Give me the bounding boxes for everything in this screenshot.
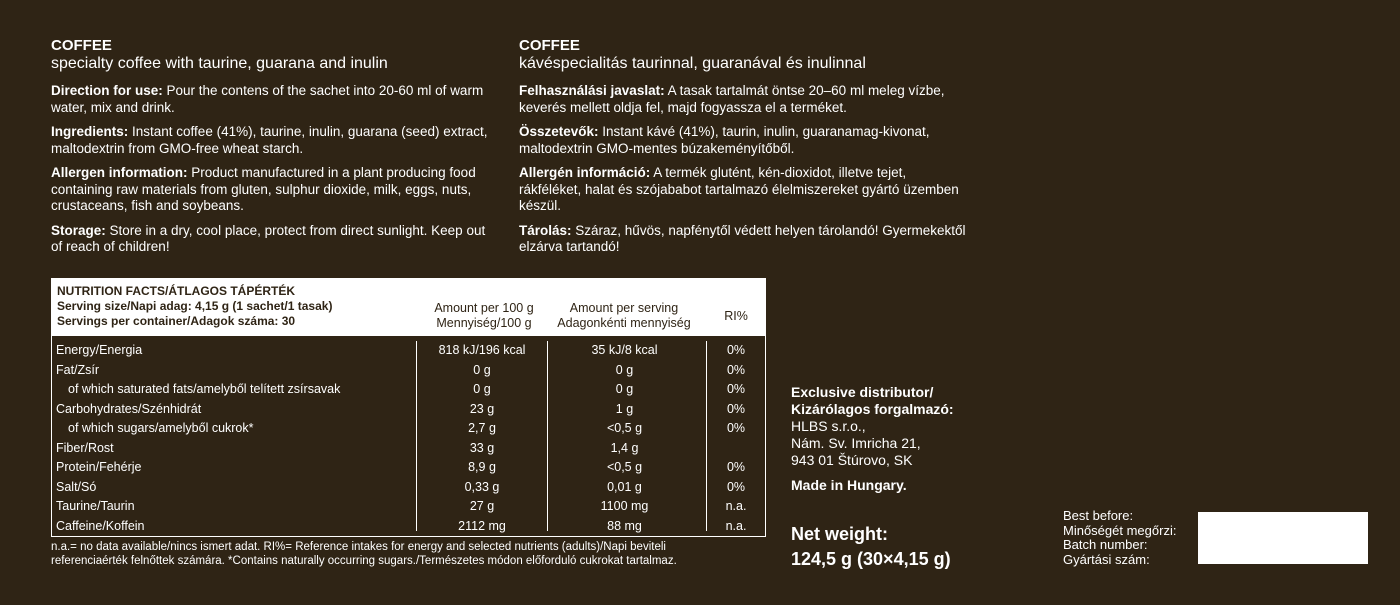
product-title-en: COFFEE <box>51 37 112 54</box>
row-per-serving: 0 g <box>615 362 634 377</box>
product-subtitle-en: specialty coffee with taurine, guarana and inulin <box>51 55 388 72</box>
row-per-100g: 0,33 g <box>464 479 500 494</box>
best-before-print-area <box>1198 512 1368 564</box>
row-per-serving: <0,5 g <box>606 460 643 474</box>
row-label: Salt/Só <box>56 479 97 494</box>
table-row <box>52 478 765 498</box>
column-header-per-serving-hu: Adagonkénti mennyiség <box>557 316 691 330</box>
ingredients-text-hu: Instant kávé (41%), taurin, inulin, guaranamag-kivonat, maltodextrin GMO-mentes búzakeményítőből. <box>519 124 930 156</box>
net-weight <box>791 522 951 572</box>
row-ri: 0% <box>726 479 746 494</box>
table-row <box>52 361 765 381</box>
allergen-text-hu: A termék glutént, kén-dioxidot, illetve tejet, rákféléket, halat és szójababot tartalmazó élelmiszereket gyártó üzemben készül. <box>519 165 959 213</box>
product-title-hu: COFFEE <box>519 37 580 54</box>
row-ri: 0% <box>726 343 746 357</box>
row-per-100g: 23 g <box>469 401 495 416</box>
table-row <box>52 400 765 420</box>
column-header-per-serving <box>544 301 704 331</box>
direction-text-en: Pour the contens of the sachet into 20-60 ml of warm water, mix and drink. <box>51 83 484 115</box>
row-ri: 0% <box>726 421 746 435</box>
row-ri: n.a. <box>725 499 747 513</box>
row-label: of which saturated fats/amelyből telített zsírsavak <box>68 382 341 396</box>
table-row <box>52 458 765 478</box>
row-per-serving: 88 mg <box>607 518 642 533</box>
row-label: Fat/Zsír <box>56 362 100 377</box>
ingredients-label-hu: Összetevők: <box>519 124 599 139</box>
row-per-100g: 2112 mg <box>458 518 506 533</box>
column-header-per-100g <box>414 301 554 331</box>
row-per-100g: 8,9 g <box>468 460 496 474</box>
allergen-text-en: Product manufactured in a plant producing food containing raw materials from gluten, sulphur dioxide, milk, eggs, nuts, crustaceans, fish and soybeans. <box>51 165 476 213</box>
row-per-serving: 1100 mg <box>600 499 649 513</box>
row-ri: 0% <box>726 362 746 377</box>
allergen-label-en: Allergen information: <box>51 165 188 180</box>
distributor-name: HLBS s.r.o., <box>791 418 866 434</box>
row-per-serving: 35 kJ/8 kcal <box>591 343 658 357</box>
row-per-serving: <0,5 g <box>606 421 643 435</box>
ingredients-text-en: Instant coffee (41%), taurine, inulin, guarana (seed) extract, maltodextrin from GMO-free wheat starch. <box>51 124 488 156</box>
direction-text-hu: A tasak tartalmát öntse 20–60 ml meleg vízbe, keverés mellett oldja fel, majd fogyassza el a terméket. <box>519 83 945 115</box>
row-per-100g: 27 g <box>469 499 495 513</box>
servings-per-container: Servings per container/Adagok száma: 30 <box>57 314 296 328</box>
nutrition-table-body <box>52 336 765 536</box>
allergen-hu <box>519 165 969 215</box>
table-row <box>52 341 765 361</box>
made-in: Made in Hungary. <box>791 477 907 493</box>
row-ri: 0% <box>726 382 746 396</box>
best-before-label-en: Best before: <box>1063 508 1134 523</box>
net-weight-label: Net weight: <box>791 524 888 544</box>
serving-size: Serving size/Napi adag: 4,15 g (1 sachet/1 tasak) <box>57 299 333 313</box>
row-ri: 0% <box>726 401 746 416</box>
row-ri: 0% <box>726 460 746 474</box>
best-before-block <box>1063 509 1176 567</box>
table-row <box>52 380 765 400</box>
row-label: Caffeine/Koffein <box>56 518 145 533</box>
allergen-label-hu: Allergén információ: <box>519 165 651 180</box>
direction-label-en: Direction for use: <box>51 83 163 98</box>
column-header-per-serving-en: Amount per serving <box>569 301 679 315</box>
batch-number-label-hu: Gyártási szám: <box>1063 551 1150 567</box>
storage-text-hu: Száraz, hűvös, napfénytől védett helyen tárolandó! Gyermekektől elzárva tartandó! <box>519 222 966 254</box>
storage-text-en: Store in a dry, cool place, protect from direct sunlight. Keep out of reach of children! <box>51 222 486 254</box>
row-label: Energy/Energia <box>56 343 143 357</box>
distributor-street: Nám. Sv. Imricha 21, <box>791 435 921 451</box>
storage-hu <box>519 223 969 256</box>
row-ri: n.a. <box>725 518 747 533</box>
row-per-serving: 0,01 g <box>607 479 642 494</box>
ingredients-label-en: Ingredients: <box>51 124 129 139</box>
nutrition-footnote <box>51 541 771 568</box>
row-per-serving: 1,4 g <box>610 440 639 455</box>
row-per-serving: 0 g <box>615 382 634 396</box>
row-per-100g: 2,7 g <box>468 421 496 435</box>
batch-number-label-en: Batch number: <box>1063 537 1148 552</box>
net-weight-value: 124,5 g (30×4,15 g) <box>791 549 951 569</box>
storage-label-en: Storage: <box>51 222 106 238</box>
direction-hu <box>519 83 969 116</box>
table-row <box>52 517 765 537</box>
row-per-serving: 1 g <box>615 401 634 416</box>
row-label: Carbohydrates/Szénhidrát <box>56 401 202 416</box>
distributor-city: 943 01 Štúrovo, SK <box>791 452 913 468</box>
row-label: Protein/Fehérje <box>56 460 142 474</box>
direction-en <box>51 83 496 116</box>
storage-en <box>51 223 496 256</box>
column-header-per-100g-en: Amount per 100 g <box>434 301 534 315</box>
footnote-line-2: referenciaérték felnőttek számára. *Contains naturally occurring sugars./Természetes módon előforduló cukrokat tartalmaz. <box>51 554 677 567</box>
english-column <box>51 37 496 264</box>
row-label: Taurine/Taurin <box>56 499 135 513</box>
storage-label-hu: Tárolás: <box>519 222 572 238</box>
best-before-label-hu: Minőségét megőrzi: <box>1063 522 1177 538</box>
direction-label-hu: Felhasználási javaslat: <box>519 83 665 98</box>
ingredients-en <box>51 124 496 157</box>
row-per-100g: 818 kJ/196 kcal <box>438 343 526 357</box>
nutrition-header-left <box>57 284 332 329</box>
hungarian-column <box>519 37 969 264</box>
row-per-100g: 0 g <box>473 382 491 396</box>
product-subtitle-hu: kávéspecialitás taurinnal, guaranával és inulinnal <box>519 55 866 72</box>
nutrition-heading: NUTRITION FACTS/ÁTLAGOS TÁPÉRTÉK <box>57 284 295 298</box>
distributor-label-en: Exclusive distributor/ <box>791 384 934 400</box>
row-per-100g: 0 g <box>473 362 491 377</box>
ingredients-hu <box>519 124 969 157</box>
column-header-per-100g-hu: Mennyiség/100 g <box>436 316 532 330</box>
distributor-label-hu: Kizárólagos forgalmazó: <box>791 401 954 417</box>
row-per-100g: 33 g <box>469 440 495 455</box>
table-row <box>52 439 765 459</box>
footnote-line-1: n.a.= no data available/nincs ismert adat. RI%= Reference intakes for energy and selected nutrients (adults)/Napi beviteli <box>51 541 666 553</box>
table-row <box>52 419 765 439</box>
row-label: of which sugars/amelyből cukrok* <box>68 421 254 435</box>
allergen-en <box>51 165 496 215</box>
nutrition-table-header <box>52 279 765 336</box>
table-row <box>52 497 765 517</box>
distributor-block <box>791 384 954 469</box>
nutrition-table <box>51 278 766 537</box>
row-label: Fiber/Rost <box>56 440 114 455</box>
column-header-ri: RI% <box>724 309 748 323</box>
